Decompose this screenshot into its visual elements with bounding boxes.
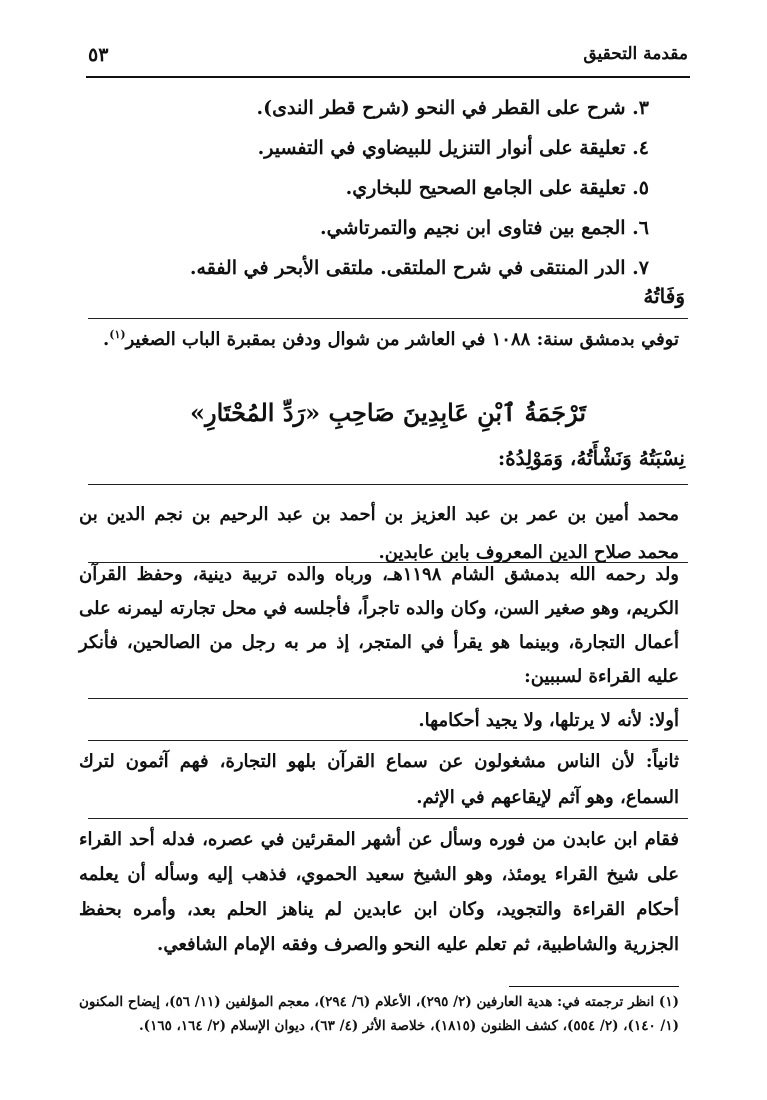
section-divider (88, 698, 688, 699)
footnote: (١) انظر ترجمته في: هدية العارفين (٢/ ٢٩٥)، الأعلام (٦/ ٢٩٤)، معجم المؤلفين (١١/ ٥٦)، إيضاح المكنون (١/ ١٤٠)، (٢/ ٥٥٤)، كشف الظنون (١٨١٥)، خلاصة الأثر (٤/ ٦٣)، ديوان الإسلام (٢/ ١٦٤، ١٦٥). (79, 994, 679, 1034)
death-paragraph (79, 320, 679, 360)
name-paragraph: محمد أمين بن عمر بن عبد العزيز بن أحمد بن عبد الرحيم بن نجم الدين بن محمد صلاح الدين المعروف بابن عابدين. (79, 504, 679, 563)
section-divider (88, 318, 688, 319)
studies-paragraph: فقام ابن عابدن من فوره وسأل عن أشهر المقرئين في عصره، فدله أحد القراء على شيخ القراء يومئذ، وهو الشيخ سعيد الحموي، فذهب إليه وسأله أن يعلمه أحكام القراءة والتجويد، وكان ابن عابدين لم يناهز الحلم بعد، وأمره بحفظ الجزرية والشاطبية، ثم تعلم عليه النحو والصرف وفقه الإمام الشافعي. (79, 829, 679, 955)
running-head (88, 40, 688, 76)
works-list-item: ٧. الدر المنتقى في شرح الملتقى. ملتقى الأبحر في الفقه. (189, 257, 649, 279)
section-divider (88, 818, 688, 819)
section-divider (88, 484, 688, 485)
birth-paragraph: ولد رحمه الله بدمشق الشام ١١٩٨هـ، ورباه والده تربية دينية، وحفظ القرآن الكريم، وهو صغير السن، وكان والده تاجراً، فأجلسه في محل تجارته ليمرنه على أعمال التجارة، وبينما هو يقرأ في المتجر، إذ مر به رجل من الصالحين، فأنكر عليه القراءة لسببين: (79, 564, 679, 687)
page-number: ٥٣ (88, 44, 109, 66)
reason-second: ثانياً: لأن الناس مشغولون عن سماع القرآن بلهو التجارة، فهم آثمون لترك السماع، وهو آثم لإيقاعهم في الإثم. (79, 751, 679, 808)
header-rule (86, 76, 690, 78)
section-divider (88, 740, 688, 741)
works-list (109, 88, 649, 288)
biography-title: تَرْجَمَةُ ٱبْنِ عَابِدِينَ صَاحِبِ «رَدِّ المُحْتَارِ» (189, 398, 586, 427)
lineage-heading: نِسْبَتُهُ وَنَشْأَتُهُ، وَمَوْلِدُهُ: (497, 446, 685, 470)
death-end: . (102, 329, 110, 350)
death-heading: وَفَاتُهُ (643, 284, 685, 308)
reason-first: أولا: لأنه لا يرتلها، ولا يجيد أحكامها. (418, 710, 679, 731)
works-list-item: ٦. الجمع بين فتاوى ابن نجيم والتمرتاشي. (320, 217, 649, 239)
running-head-title: مقدمة التحقيق (583, 44, 688, 64)
footnote-rule (509, 986, 679, 987)
death-text: توفي بدمشق سنة: ١٠٨٨ في العاشر من شوال ودفن بمقبرة الباب الصغير (125, 329, 679, 350)
works-list-item: ٣. شرح على القطر في النحو (شرح قطر الندى). (256, 97, 649, 119)
footnote-reference[interactable]: (١) (109, 328, 126, 341)
works-list-item: ٥. تعليقة على الجامع الصحيح للبخاري. (345, 177, 649, 199)
works-list-item: ٤. تعليقة على أنوار التنزيل للبيضاوي في التفسير. (257, 137, 649, 159)
